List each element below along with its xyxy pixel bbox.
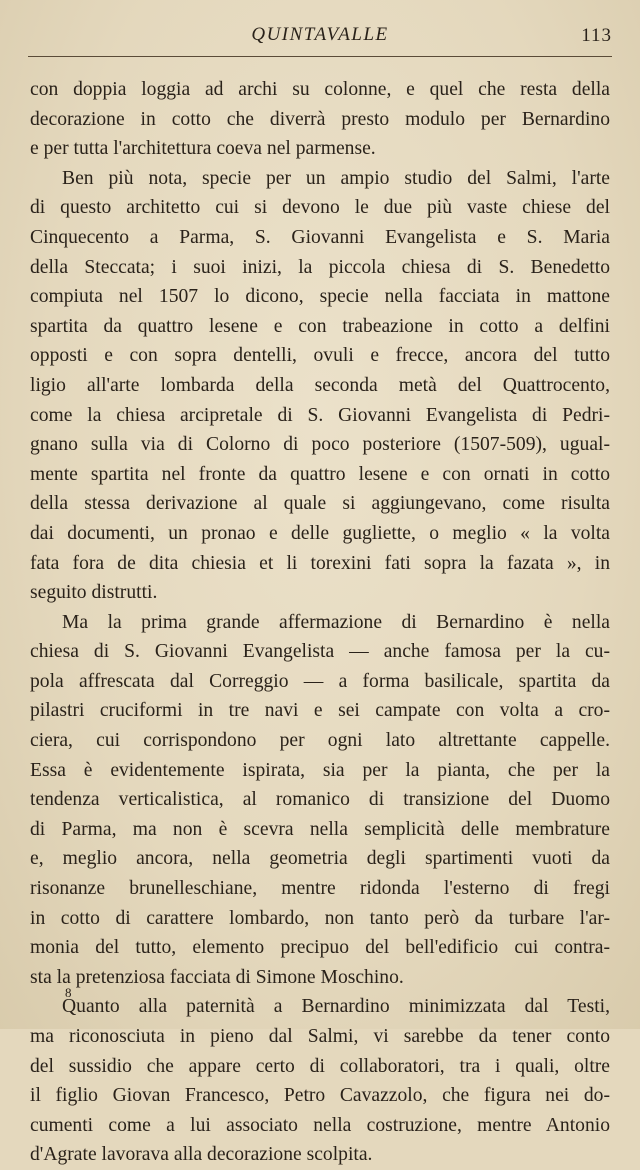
- text-line: tendenza verticalistica, al romanico di transizione del Duomo: [30, 789, 610, 811]
- text-line: del sussidio che appare certo di collaboratori, tra i quali, oltre: [30, 1055, 610, 1077]
- text-line: fata fora de dita chiesia et li torexini fati sopra la fazata », in: [30, 552, 610, 574]
- text-line: spartita da quattro lesene e con trabeazione in cotto a delfini: [30, 315, 610, 337]
- text-line: ma riconosciuta in pieno dal Salmi, vi sarebbe da tener conto: [30, 1026, 610, 1047]
- text-line: il figlio Giovan Francesco, Petro Cavazzolo, che figura nei do-: [30, 1085, 610, 1107]
- text-line: monia del tutto, elemento precipuo del bell'edificio cui contra-: [30, 937, 610, 959]
- text-line: della stessa derivazione al quale si aggiungevano, come risulta: [30, 493, 610, 515]
- text-line: ciera, cui corrispondono per ogni lato altrettante cappelle.: [30, 730, 610, 752]
- text-line: d'Agrate lavorava alla decorazione scolpita.: [30, 1144, 373, 1166]
- text-line: mente spartita nel fronte da quattro lesene e con ornati in cotto: [30, 463, 610, 485]
- running-head: [28, 22, 612, 57]
- body-text: [30, 75, 610, 1170]
- text-line: in cotto di carattere lombardo, non tanto però da turbare l'ar-: [30, 907, 610, 929]
- paragraph: [30, 164, 610, 608]
- text-line: Cinquecento a Parma, S. Giovanni Evangelista e S. Maria: [30, 226, 610, 248]
- text-line: decorazione in cotto che diverrà presto modulo per Bernardino: [30, 108, 610, 130]
- text-line: come la chiesa arcipretale di S. Giovanni Evangelista di Pedri-: [30, 404, 610, 426]
- text-line: chiesa di S. Giovanni Evangelista — anche famosa per la cu-: [30, 641, 610, 663]
- text-line: cumenti come a lui associato nella costruzione, mentre Antonio: [30, 1114, 610, 1136]
- text-line: e per tutta l'architettura coeva nel parmense.: [30, 138, 376, 160]
- running-title: QUINTAVALLE: [251, 24, 389, 45]
- paragraph: [30, 75, 610, 164]
- text-line: seguito distrutti.: [30, 582, 158, 604]
- text-line: Essa è evidentemente ispirata, sia per la pianta, che per la: [30, 759, 610, 781]
- text-line: ligio all'arte lombarda della seconda metà del Quattrocento,: [30, 374, 610, 396]
- text-line: della Steccata; i suoi inizi, la piccola chiesa di S. Benedetto: [30, 256, 610, 278]
- text-line: sta la pretenziosa facciata di Simone Moschino.: [30, 966, 404, 988]
- text-line: risonanze brunelleschiane, mentre ridonda l'esterno di fregi: [30, 878, 610, 900]
- text-line: gnano sulla via di Colorno di poco posteriore (1507-509), ugual-: [30, 434, 610, 456]
- text-line: e, meglio ancora, nella geometria degli spartimenti vuoti da: [30, 848, 610, 870]
- text-line: pilastri cruciformi in tre navi e sei campate con volta a cro-: [30, 700, 610, 722]
- page-number: 113: [581, 25, 612, 46]
- text-line: di Parma, ma non è scevra nella semplicità delle membrature: [30, 818, 610, 840]
- text-line: Ma la prima grande affermazione di Bernardino è nella: [62, 611, 610, 633]
- paragraph: [30, 992, 610, 1170]
- text-line: Quanto alla paternità a Bernardino minimizzata dal Testi,: [62, 996, 610, 1018]
- text-line: Ben più nota, specie per un ampio studio del Salmi, l'arte: [62, 167, 610, 189]
- text-line: compiuta nel 1507 lo dicono, specie nella facciata in mattone: [30, 286, 610, 308]
- text-line: opposti e con sopra dentelli, ovuli e frecce, ancora del tutto: [30, 345, 610, 367]
- text-line: di questo architetto cui si devono le due più vaste chiese del: [30, 197, 610, 219]
- text-line: pola affrescata dal Correggio — a forma basilicale, spartita da: [30, 670, 610, 692]
- paragraph: [30, 608, 610, 993]
- text-line: con doppia loggia ad archi su colonne, e quel che resta della: [30, 79, 610, 100]
- signature-mark: 8: [65, 985, 72, 1000]
- text-line: dai documenti, un pronao e delle gugliette, o meglio « la volta: [30, 522, 610, 544]
